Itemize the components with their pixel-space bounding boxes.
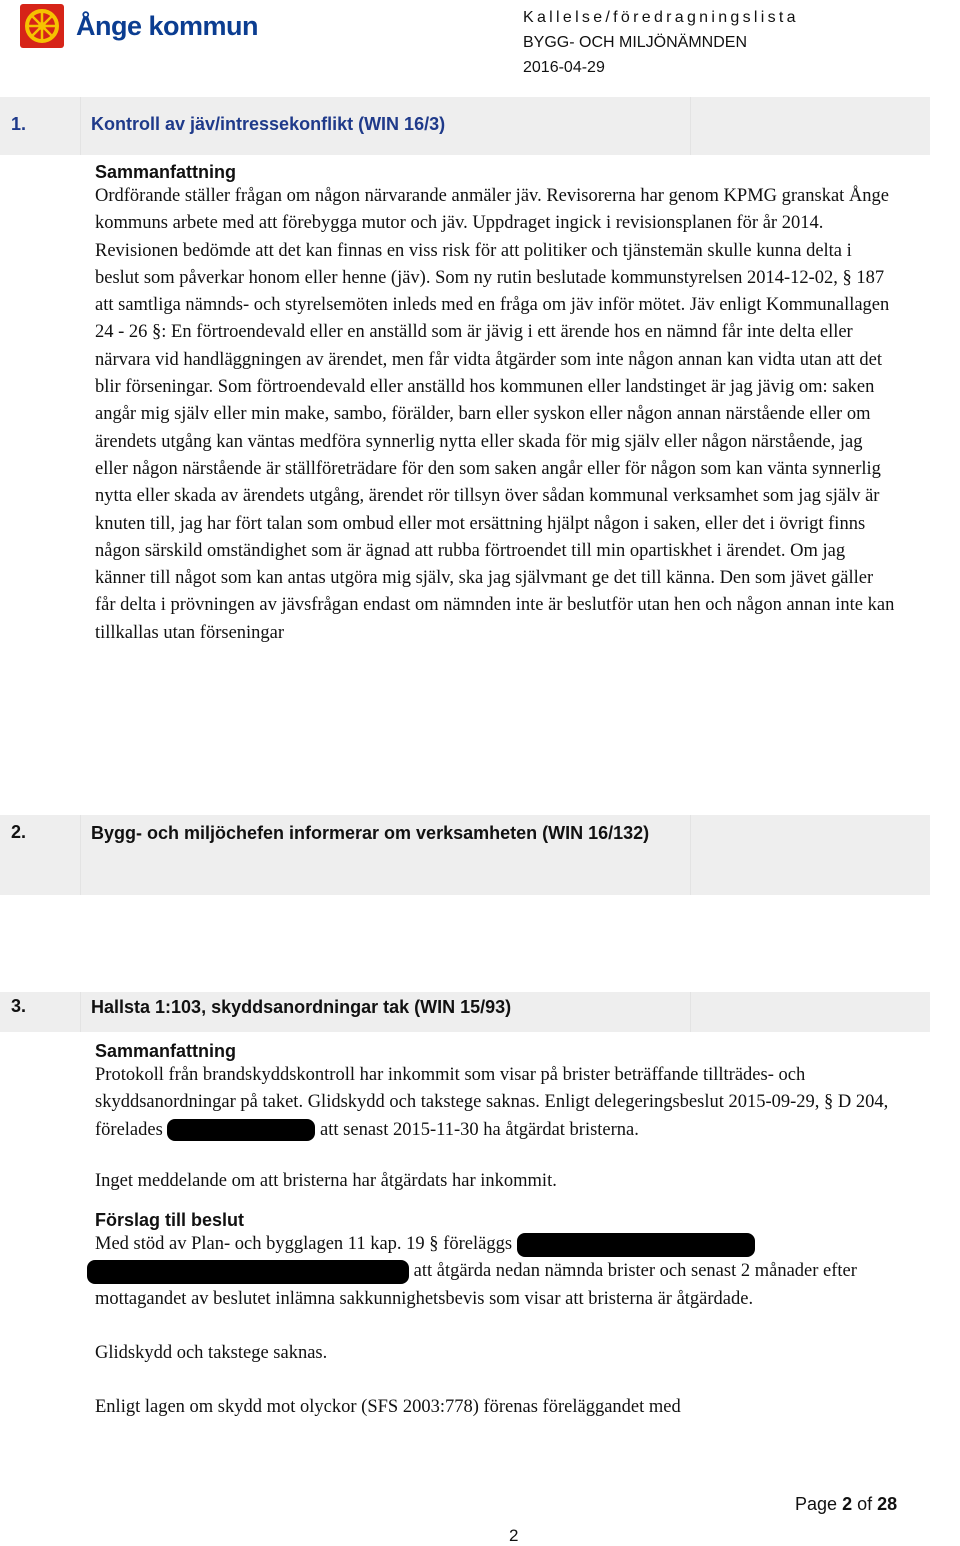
summary-text-part: att senast 2015-11-30 ha åtgärdat bristerna. xyxy=(320,1119,639,1140)
column-divider xyxy=(690,815,691,895)
page-current: 2 xyxy=(842,1494,853,1514)
agenda-item-title: Hallsta 1:103, skyddsanordningar tak (WIN 15/93) xyxy=(91,997,512,1017)
summary-text-part: Protokoll från brandskyddskontroll har inkommit som visar på brister beträffande tillträdes- och skyddsanordningar på taket. Glidskydd och takstege saknas. Enligt delegeringsbeslut 2015-09-29, § D 204, förelades xyxy=(95,1065,889,1140)
column-divider xyxy=(690,992,691,1032)
page-indicator xyxy=(795,1494,897,1515)
proposal-heading: Förslag till beslut xyxy=(95,1210,245,1231)
proposal-text-part: att åtgärda nedan nämnda brister och senast 2 månader efter mottagandet av beslutet inlämna sakkunnighetsbevis som visar att bristerna är åtgärdade. xyxy=(95,1261,857,1309)
column-divider xyxy=(80,815,81,895)
summary-text xyxy=(95,1062,895,1144)
proposal-text xyxy=(95,1231,895,1313)
summary-heading: Sammanfattning xyxy=(95,162,237,182)
column-divider xyxy=(690,97,691,155)
agenda-item-title: Bygg- och miljöchefen informerar om verksamheten (WIN 16/132) xyxy=(91,823,650,843)
no-message-text: Inget meddelande om att bristerna har åtgärdats har inkommit. xyxy=(95,1170,557,1191)
defects-text: Glidskydd och takstege saknas. xyxy=(95,1343,328,1364)
coat-of-arms-icon xyxy=(20,4,64,48)
page-of: of xyxy=(857,1494,873,1514)
agenda-item-number: 2. xyxy=(11,822,27,842)
agenda-item-number: 1. xyxy=(11,114,27,134)
summary-heading: Sammanfattning xyxy=(95,1041,237,1061)
redacted-name xyxy=(87,1260,409,1284)
agenda-item-3-header xyxy=(0,992,930,1032)
agenda-item-1-header xyxy=(0,97,930,155)
agenda-item-number: 3. xyxy=(11,996,27,1016)
meeting-date: 2016-04-29 xyxy=(523,59,605,76)
penalty-text: Enligt lagen om skydd mot olyckor (SFS 2003:778) förenas föreläggandet med xyxy=(95,1397,681,1418)
document-header xyxy=(523,5,799,80)
agenda-item-3-body xyxy=(95,1040,895,1422)
org-name: Ånge kommun xyxy=(76,10,259,41)
agenda-item-title: Kontroll av jäv/intressekonflikt (WIN 16/3) xyxy=(91,114,446,134)
column-divider xyxy=(80,97,81,155)
agenda-item-1-body xyxy=(95,161,895,647)
summary-text: Ordförande ställer frågan om någon närvarande anmäler jäv. Revisorerna har genom KPMG granskat Ånge kommuns arbete med att förebygga mutor och jäv. Uppdraget ingick i revisionsplanen för år 2014. Revisionen bedömde att det kan finnas en viss risk för att politiker och tjänstemän skulle kunna delta i beslut som påverkar honom eller henne (jäv). Som ny rutin beslutade kommunstyrelsen 2014-12-02, § 187 att samtliga nämnds- och styrelsemöten inleds med en fråga om jäv inför mötet. Jäv enligt Kommunallagen 24 - 26 §: En förtroendevald eller en anställd som är jävig i ett ärende hos en nämnd får inte delta eller närvara vid handläggningen av ärendet, men får vidta åtgärder som inte någon annan kan vidta utan att det blir förseningar. Som förtroendevald eller anställd hos kommunen eller landstinget är jag jävig om: saken angår mig själv eller min make, sambo, förälder, barn eller syskon eller någon annan närstående eller om ärendets utgång kan väntas medföra synnerlig nytta eller skada för mig själv eller någon närstående, jag eller någon närstående är ställföreträdare för den som saken angår eller för någon som kan vänta synnerlig nytta eller skada av ärendets utgång, ärendet rör tillsyn över sådan kommunal verksamhet som jag själv är knuten till, jag har fört talan som ombud eller mot ersättning hjälpt någon i saken, eller det i övrigt finns någon särskild omständighet som är ägnad att rubba förtroendet till min opartiskhet i ärendet. Om jag känner till något som kan antas utgöra mig själv, ska jag självmant ge det till känna. Den som jävet gäller får delta i prövningen av jävsfrågan endast om nämnden inte är beslutför utan hen och någon annan inte kan tillkallas utan förseningar xyxy=(95,186,895,643)
proposal-text-part: Med stöd av Plan- och bygglagen 11 kap. 19 § föreläggs xyxy=(95,1234,513,1255)
committee-name: BYGG- OCH MILJÖNÄMNDEN xyxy=(523,34,748,51)
column-divider xyxy=(80,992,81,1032)
redacted-name xyxy=(167,1119,315,1141)
page-number-center: 2 xyxy=(509,1526,519,1545)
doc-type: Kallelse/föredragningslista xyxy=(523,9,799,26)
municipality-logo xyxy=(20,4,258,48)
agenda-item-2-header xyxy=(0,815,930,895)
page-total: 28 xyxy=(877,1494,898,1514)
page-label: Page xyxy=(795,1494,838,1514)
redacted-name xyxy=(517,1233,755,1257)
